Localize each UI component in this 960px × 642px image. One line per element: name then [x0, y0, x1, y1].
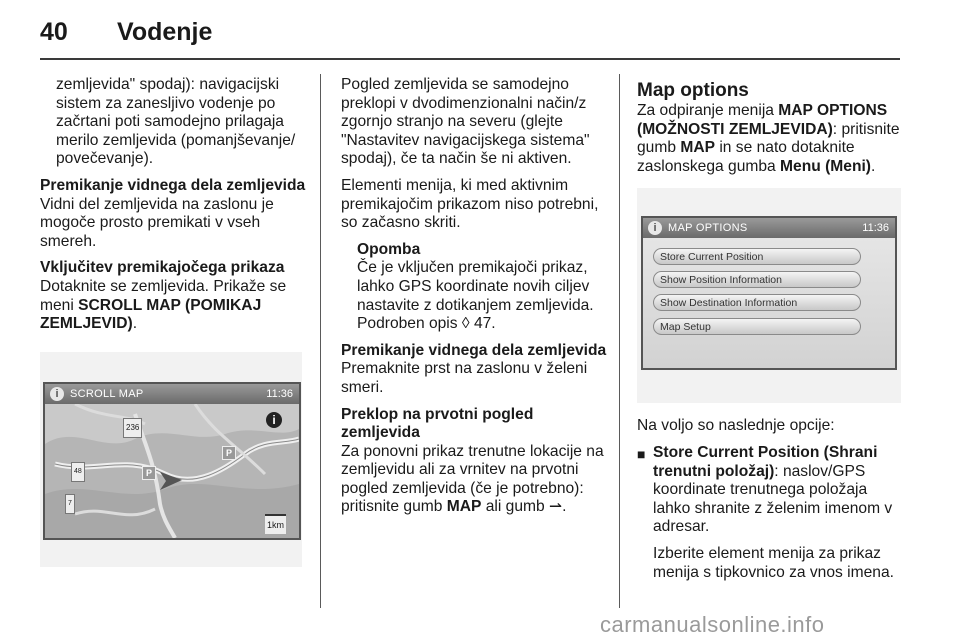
map-setup-button[interactable]: Map Setup: [653, 318, 861, 335]
page-title: Vodenje: [117, 18, 213, 46]
body-paragraph: Na voljo so naslednje opcije:: [637, 417, 835, 435]
parking-icon: P: [222, 446, 236, 460]
option-list-item: [637, 444, 903, 582]
intro-paragraph: zemljevida" spodaj): navigacijski sistem za zanesljivo vodenje po začrtani poti samodejno prilagaja merilo zemljevida (pomanjševanje/ povečevanje).: [56, 76, 296, 168]
scroll-map-screenshot: [40, 352, 302, 567]
screen-time: 11:36: [266, 387, 293, 400]
body-paragraph: Vidni del zemljevida na zaslonu je mogoče prosto premikati v vseh smereh.: [40, 195, 274, 250]
section-heading: Preklop na prvotni pogled zemljevida: [341, 405, 534, 442]
map-options-screenshot: [637, 188, 901, 403]
body-paragraph: Za ponovni prikaz trenutne lokacije na zemljevidu ali za vrnitev na prvotni pogled zemljevida (če je potrebno): pritisnite gumb MAP ali gumb ⇀.: [341, 442, 604, 516]
column-divider-1: [320, 74, 321, 608]
note-heading: Opomba: [357, 240, 421, 258]
info-icon: i: [50, 387, 64, 401]
screen-time: 11:36: [862, 222, 889, 235]
body-paragraph: Elementi menija, ki med aktivnim premikajočim prikazom niso potrebni, so začasno skriti.: [341, 176, 599, 232]
column-1: [40, 76, 308, 567]
note-text: Če je vključen premikajoči prikaz, lahko GPS koordinate novih ciljev nastavite z dotikanjem zemljevida. Podroben opis ◊ 47.: [357, 259, 594, 333]
show-destination-information-button[interactable]: Show Destination Information: [653, 294, 861, 311]
section-heading: Vključitev premikajočega prikaza: [40, 259, 285, 277]
column-3: [637, 80, 903, 590]
option-description: Store Current Position (Shrani trenutni položaj): naslov/GPS koordinate trenutnega položaja lahko shranite z želenim imenom v adresar.: [653, 443, 893, 536]
vehicle-arrow-icon: [160, 472, 182, 490]
body-paragraph: Pogled zemljevida se samodejno preklopi v dvodimenzionalni način/z zgornjo stranjo na severu (glejte "Nastavitev navigacijskega sistema" spodaj), če ta način še ni aktiven.: [341, 76, 590, 168]
watermark: carmanualsonline.info: [600, 612, 825, 637]
body-paragraph: Za odpiranje menija MAP OPTIONS (MOŽNOSTI ZEMLJEVIDA): pritisnite gumb MAP in se nato dotaknite zaslonskega gumba Menu (Meni).: [637, 102, 900, 175]
map-info-button[interactable]: i: [266, 412, 282, 428]
bullet-icon: ■: [637, 445, 646, 462]
store-current-position-button[interactable]: Store Current Position: [653, 248, 861, 265]
section-heading: Premikanje vidnega dela zemljevida: [341, 341, 607, 359]
road-label: 48: [71, 462, 85, 483]
page-number: 40: [40, 18, 68, 46]
map-scale: 1km: [265, 514, 286, 535]
body-paragraph: Premaknite prst na zaslonu v želeni smeri.: [341, 360, 588, 396]
road-label: 7: [65, 494, 75, 515]
screen-title-bar: [45, 384, 299, 404]
note-block: [341, 241, 607, 334]
section-title: Map options: [637, 80, 749, 101]
section-heading: Premikanje vidnega dela zemljevida: [40, 176, 306, 194]
map-view: [45, 384, 299, 538]
road-label: 236: [123, 418, 142, 439]
column-2: [341, 76, 607, 525]
screen-title-bar: [643, 218, 895, 238]
header-rule: [40, 58, 900, 60]
info-icon: i: [648, 221, 662, 235]
parking-icon: P: [142, 466, 156, 480]
page-header: [0, 0, 960, 60]
screen-title: MAP OPTIONS: [668, 222, 748, 235]
body-paragraph: Dotaknite se zemljevida. Prikaže se meni SCROLL MAP (POMIKAJ ZEMLJEVID).: [40, 277, 287, 333]
option-instruction: Izberite element menija za prikaz menija s tipkovnico za vnos imena.: [653, 544, 894, 581]
show-position-information-button[interactable]: Show Position Information: [653, 271, 861, 288]
screen-title: SCROLL MAP: [70, 387, 144, 400]
column-divider-2: [619, 74, 620, 608]
